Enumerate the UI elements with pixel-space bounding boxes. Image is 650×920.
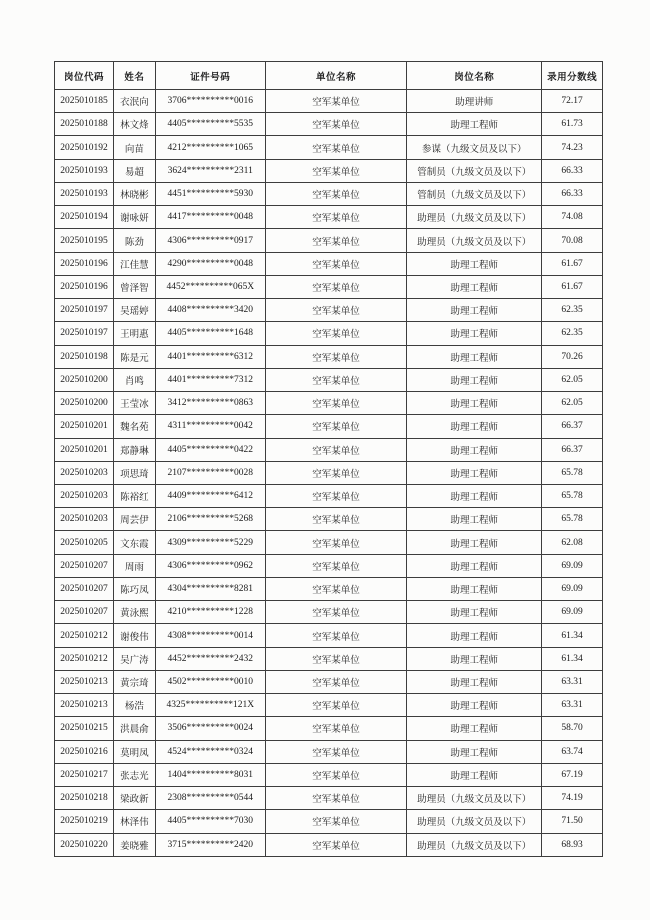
cell-score: 61.67 <box>542 252 603 275</box>
column-header-name: 姓名 <box>113 62 155 90</box>
table-row <box>55 90 603 113</box>
cell-score: 66.37 <box>542 438 603 461</box>
cell-name: 姜晓雅 <box>113 833 155 857</box>
table-row <box>55 322 603 345</box>
cell-id-number: 4306**********0962 <box>155 554 265 577</box>
cell-id-number: 2308**********0544 <box>155 787 265 810</box>
cell-name: 张志光 <box>113 763 155 786</box>
table-row <box>55 647 603 670</box>
cell-position-name: 助理工程师 <box>407 484 542 507</box>
cell-id-number: 4308**********0014 <box>155 624 265 647</box>
cell-score: 69.09 <box>542 577 603 600</box>
cell-position-code: 2025010207 <box>55 554 114 577</box>
cell-name: 吴瑶婷 <box>113 299 155 322</box>
cell-position-code: 2025010198 <box>55 345 114 368</box>
cell-id-number: 4451**********5930 <box>155 182 265 205</box>
cell-unit-name: 空军某单位 <box>265 624 407 647</box>
table-row <box>55 345 603 368</box>
cell-position-code: 2025010203 <box>55 484 114 507</box>
cell-score: 70.08 <box>542 229 603 252</box>
cell-id-number: 4502**********0010 <box>155 670 265 693</box>
cell-name: 周芸伊 <box>113 508 155 531</box>
cell-score: 67.19 <box>542 763 603 786</box>
cell-unit-name: 空军某单位 <box>265 833 407 857</box>
cell-position-code: 2025010213 <box>55 670 114 693</box>
cell-unit-name: 空军某单位 <box>265 345 407 368</box>
cell-name: 衣泯向 <box>113 90 155 113</box>
cell-unit-name: 空军某单位 <box>265 252 407 275</box>
cell-score: 61.34 <box>542 647 603 670</box>
cell-position-name: 助理工程师 <box>407 531 542 554</box>
cell-position-name: 助理工程师 <box>407 461 542 484</box>
cell-position-code: 2025010193 <box>55 182 114 205</box>
cell-score: 70.26 <box>542 345 603 368</box>
cell-unit-name: 空军某单位 <box>265 810 407 833</box>
cell-id-number: 3624**********2311 <box>155 159 265 182</box>
cell-position-code: 2025010193 <box>55 159 114 182</box>
cell-position-name: 助理工程师 <box>407 508 542 531</box>
cell-id-number: 1404**********8031 <box>155 763 265 786</box>
column-header-score: 录用分数线 <box>542 62 603 90</box>
cell-score: 62.05 <box>542 368 603 391</box>
cell-unit-name: 空军某单位 <box>265 763 407 786</box>
table-row <box>55 694 603 717</box>
cell-position-name: 助理工程师 <box>407 670 542 693</box>
cell-position-code: 2025010207 <box>55 601 114 624</box>
table-row <box>55 554 603 577</box>
cell-id-number: 4408**********3420 <box>155 299 265 322</box>
table-row <box>55 392 603 415</box>
cell-unit-name: 空军某单位 <box>265 299 407 322</box>
cell-unit-name: 空军某单位 <box>265 368 407 391</box>
cell-score: 61.34 <box>542 624 603 647</box>
column-header-id-number: 证件号码 <box>155 62 265 90</box>
cell-position-name: 助理员（九级文员及以下） <box>407 229 542 252</box>
cell-name: 肖鸣 <box>113 368 155 391</box>
cell-id-number: 3412**********0863 <box>155 392 265 415</box>
cell-id-number: 4325**********121X <box>155 694 265 717</box>
cell-score: 69.09 <box>542 554 603 577</box>
cell-name: 林泽伟 <box>113 810 155 833</box>
cell-score: 62.35 <box>542 322 603 345</box>
cell-id-number: 4311**********0042 <box>155 415 265 438</box>
cell-id-number: 4405**********1648 <box>155 322 265 345</box>
column-header-position-name: 岗位名称 <box>407 62 542 90</box>
cell-name: 陈劲 <box>113 229 155 252</box>
cell-id-number: 4452**********065X <box>155 275 265 298</box>
cell-name: 莫明凤 <box>113 740 155 763</box>
table-row <box>55 740 603 763</box>
cell-score: 71.50 <box>542 810 603 833</box>
cell-score: 74.19 <box>542 787 603 810</box>
cell-position-name: 管制员（九级文员及以下） <box>407 182 542 205</box>
cell-id-number: 4409**********6412 <box>155 484 265 507</box>
cell-score: 69.09 <box>542 601 603 624</box>
cell-id-number: 3506**********0024 <box>155 717 265 740</box>
cell-unit-name: 空军某单位 <box>265 275 407 298</box>
cell-position-name: 助理工程师 <box>407 368 542 391</box>
cell-position-name: 助理工程师 <box>407 647 542 670</box>
cell-id-number: 4306**********0917 <box>155 229 265 252</box>
cell-name: 周雨 <box>113 554 155 577</box>
cell-position-code: 2025010212 <box>55 624 114 647</box>
cell-unit-name: 空军某单位 <box>265 670 407 693</box>
cell-position-code: 2025010205 <box>55 531 114 554</box>
cell-id-number: 2107**********0028 <box>155 461 265 484</box>
cell-unit-name: 空军某单位 <box>265 229 407 252</box>
cell-name: 杨浩 <box>113 694 155 717</box>
cell-name: 王明惠 <box>113 322 155 345</box>
cell-name: 陈是元 <box>113 345 155 368</box>
cell-position-code: 2025010203 <box>55 461 114 484</box>
cell-position-name: 助理工程师 <box>407 252 542 275</box>
cell-score: 65.78 <box>542 461 603 484</box>
cell-position-code: 2025010219 <box>55 810 114 833</box>
cell-position-name: 助理员（九级文员及以下） <box>407 206 542 229</box>
table-row <box>55 484 603 507</box>
cell-position-code: 2025010217 <box>55 763 114 786</box>
cell-unit-name: 空军某单位 <box>265 90 407 113</box>
cell-position-name: 管制员（九级文员及以下） <box>407 159 542 182</box>
cell-position-code: 2025010195 <box>55 229 114 252</box>
cell-unit-name: 空军某单位 <box>265 438 407 461</box>
cell-unit-name: 空军某单位 <box>265 554 407 577</box>
cell-position-name: 助理工程师 <box>407 694 542 717</box>
cell-position-code: 2025010197 <box>55 322 114 345</box>
cell-name: 项思琦 <box>113 461 155 484</box>
cell-name: 林文烽 <box>113 113 155 136</box>
cell-score: 66.37 <box>542 415 603 438</box>
cell-score: 58.70 <box>542 717 603 740</box>
cell-position-name: 参谋（九级文员及以下） <box>407 136 542 159</box>
cell-name: 林晓彬 <box>113 182 155 205</box>
column-header-position-code: 岗位代码 <box>55 62 114 90</box>
cell-unit-name: 空军某单位 <box>265 159 407 182</box>
cell-score: 65.78 <box>542 508 603 531</box>
table-header-row <box>55 62 603 90</box>
cell-id-number: 4405**********0422 <box>155 438 265 461</box>
cell-position-name: 助理工程师 <box>407 624 542 647</box>
cell-score: 63.31 <box>542 694 603 717</box>
cell-score: 65.78 <box>542 484 603 507</box>
cell-position-code: 2025010220 <box>55 833 114 857</box>
cell-score: 63.31 <box>542 670 603 693</box>
table-row <box>55 531 603 554</box>
cell-position-code: 2025010188 <box>55 113 114 136</box>
table-row <box>55 275 603 298</box>
table-body <box>55 90 603 857</box>
cell-position-name: 助理工程师 <box>407 763 542 786</box>
cell-position-name: 助理员（九级文员及以下） <box>407 810 542 833</box>
table-row <box>55 461 603 484</box>
cell-position-name: 助理工程师 <box>407 554 542 577</box>
cell-id-number: 4524**********0324 <box>155 740 265 763</box>
cell-position-code: 2025010192 <box>55 136 114 159</box>
cell-name: 梁政新 <box>113 787 155 810</box>
cell-name: 洪晨俞 <box>113 717 155 740</box>
cell-name: 向苗 <box>113 136 155 159</box>
cell-unit-name: 空军某单位 <box>265 531 407 554</box>
cell-name: 谢俊伟 <box>113 624 155 647</box>
cell-position-name: 助理工程师 <box>407 392 542 415</box>
table-row <box>55 159 603 182</box>
table-row <box>55 577 603 600</box>
cell-name: 郑静琳 <box>113 438 155 461</box>
cell-id-number: 4417**********0048 <box>155 206 265 229</box>
cell-name: 黄宗琦 <box>113 670 155 693</box>
table-row <box>55 415 603 438</box>
table-row <box>55 206 603 229</box>
cell-position-name: 助理工程师 <box>407 322 542 345</box>
cell-score: 62.05 <box>542 392 603 415</box>
cell-unit-name: 空军某单位 <box>265 577 407 600</box>
cell-name: 陈巧凤 <box>113 577 155 600</box>
cell-position-name: 助理工程师 <box>407 113 542 136</box>
cell-position-code: 2025010200 <box>55 392 114 415</box>
table-row <box>55 787 603 810</box>
cell-name: 江佳慧 <box>113 252 155 275</box>
cell-position-code: 2025010215 <box>55 717 114 740</box>
cell-position-name: 助理工程师 <box>407 577 542 600</box>
table-row <box>55 182 603 205</box>
table-row <box>55 113 603 136</box>
cell-position-code: 2025010218 <box>55 787 114 810</box>
cell-position-code: 2025010196 <box>55 275 114 298</box>
cell-position-name: 助理工程师 <box>407 299 542 322</box>
cell-position-name: 助理员（九级文员及以下） <box>407 833 542 857</box>
cell-score: 72.17 <box>542 90 603 113</box>
cell-score: 68.93 <box>542 833 603 857</box>
cell-position-code: 2025010213 <box>55 694 114 717</box>
cell-position-code: 2025010207 <box>55 577 114 600</box>
cell-position-code: 2025010212 <box>55 647 114 670</box>
cell-position-name: 助理工程师 <box>407 601 542 624</box>
table-row <box>55 717 603 740</box>
cell-id-number: 2106**********5268 <box>155 508 265 531</box>
table-row <box>55 763 603 786</box>
cell-name: 陈裕红 <box>113 484 155 507</box>
column-header-unit-name: 单位名称 <box>265 62 407 90</box>
cell-score: 61.67 <box>542 275 603 298</box>
cell-unit-name: 空军某单位 <box>265 508 407 531</box>
cell-id-number: 4304**********8281 <box>155 577 265 600</box>
cell-name: 谢咏妍 <box>113 206 155 229</box>
table-row <box>55 136 603 159</box>
cell-unit-name: 空军某单位 <box>265 113 407 136</box>
cell-score: 62.08 <box>542 531 603 554</box>
cell-unit-name: 空军某单位 <box>265 740 407 763</box>
cell-position-name: 助理工程师 <box>407 717 542 740</box>
cell-unit-name: 空军某单位 <box>265 694 407 717</box>
cell-position-code: 2025010200 <box>55 368 114 391</box>
cell-id-number: 4405**********7030 <box>155 810 265 833</box>
cell-position-code: 2025010201 <box>55 438 114 461</box>
cell-id-number: 4401**********6312 <box>155 345 265 368</box>
cell-position-name: 助理讲师 <box>407 90 542 113</box>
cell-unit-name: 空军某单位 <box>265 136 407 159</box>
cell-id-number: 4309**********5229 <box>155 531 265 554</box>
score-table <box>54 61 603 857</box>
cell-id-number: 4405**********5535 <box>155 113 265 136</box>
cell-unit-name: 空军某单位 <box>265 182 407 205</box>
cell-position-name: 助理工程师 <box>407 438 542 461</box>
cell-position-code: 2025010196 <box>55 252 114 275</box>
cell-position-code: 2025010201 <box>55 415 114 438</box>
cell-id-number: 4452**********2432 <box>155 647 265 670</box>
cell-unit-name: 空军某单位 <box>265 601 407 624</box>
cell-position-code: 2025010203 <box>55 508 114 531</box>
cell-unit-name: 空军某单位 <box>265 484 407 507</box>
cell-position-code: 2025010197 <box>55 299 114 322</box>
cell-id-number: 4212**********1065 <box>155 136 265 159</box>
cell-unit-name: 空军某单位 <box>265 717 407 740</box>
cell-unit-name: 空军某单位 <box>265 787 407 810</box>
cell-position-name: 助理工程师 <box>407 740 542 763</box>
cell-position-name: 助理工程师 <box>407 345 542 368</box>
cell-position-name: 助理工程师 <box>407 415 542 438</box>
table-row <box>55 601 603 624</box>
table-row <box>55 229 603 252</box>
table-row <box>55 508 603 531</box>
cell-unit-name: 空军某单位 <box>265 415 407 438</box>
cell-id-number: 3715**********2420 <box>155 833 265 857</box>
table-row <box>55 624 603 647</box>
cell-id-number: 4210**********1228 <box>155 601 265 624</box>
cell-id-number: 4290**********0048 <box>155 252 265 275</box>
cell-unit-name: 空军某单位 <box>265 322 407 345</box>
cell-position-code: 2025010216 <box>55 740 114 763</box>
table-row <box>55 810 603 833</box>
cell-name: 吴广涛 <box>113 647 155 670</box>
cell-name: 文东霞 <box>113 531 155 554</box>
table-row <box>55 438 603 461</box>
cell-score: 66.33 <box>542 159 603 182</box>
table-row <box>55 299 603 322</box>
table-row <box>55 252 603 275</box>
cell-unit-name: 空军某单位 <box>265 647 407 670</box>
cell-score: 62.35 <box>542 299 603 322</box>
cell-score: 74.08 <box>542 206 603 229</box>
cell-score: 66.33 <box>542 182 603 205</box>
cell-position-name: 助理工程师 <box>407 275 542 298</box>
cell-unit-name: 空军某单位 <box>265 461 407 484</box>
cell-position-name: 助理员（九级文员及以下） <box>407 787 542 810</box>
cell-name: 魏名苑 <box>113 415 155 438</box>
table-row <box>55 368 603 391</box>
cell-score: 63.74 <box>542 740 603 763</box>
cell-name: 曾泽智 <box>113 275 155 298</box>
cell-name: 易超 <box>113 159 155 182</box>
cell-name: 王莹冰 <box>113 392 155 415</box>
table-row <box>55 833 603 857</box>
cell-score: 74.23 <box>542 136 603 159</box>
cell-id-number: 3706**********0016 <box>155 90 265 113</box>
cell-id-number: 4401**********7312 <box>155 368 265 391</box>
cell-unit-name: 空军某单位 <box>265 206 407 229</box>
cell-position-code: 2025010194 <box>55 206 114 229</box>
cell-unit-name: 空军某单位 <box>265 392 407 415</box>
table-row <box>55 670 603 693</box>
cell-score: 61.73 <box>542 113 603 136</box>
cell-position-code: 2025010185 <box>55 90 114 113</box>
cell-name: 黄泳熙 <box>113 601 155 624</box>
